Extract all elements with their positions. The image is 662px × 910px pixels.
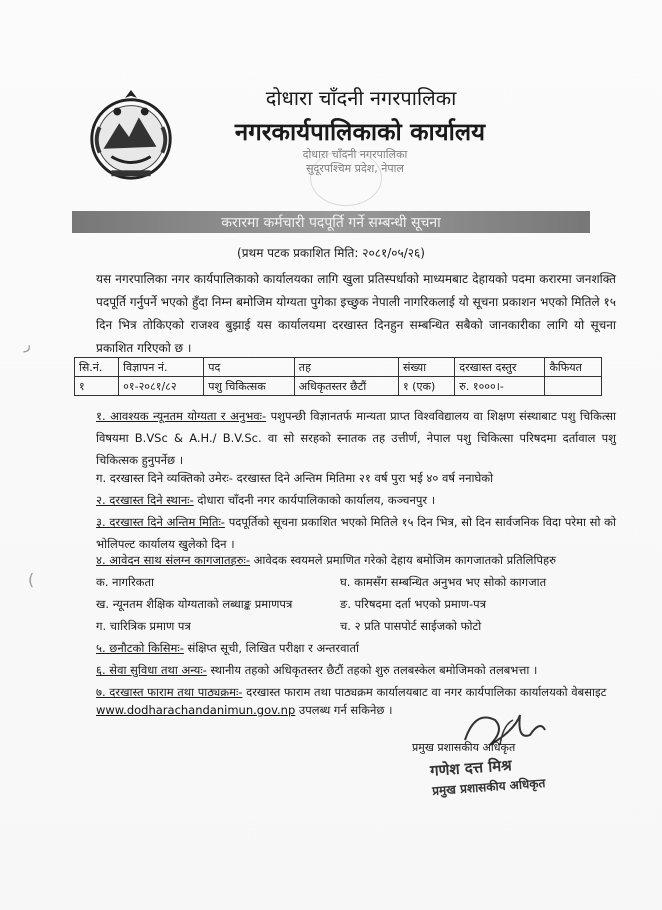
cell-fee: रु. १०००।-: [455, 377, 545, 396]
cell-post: पशु चिकित्सक: [204, 377, 295, 396]
forms-text: दरखास्त फाराम तथा पाठ्यक्रम कार्यालयबाट वा नगर कार्यपालिका कार्यालयको वेबसाइट: [242, 685, 607, 699]
section-qualification: [96, 405, 616, 471]
selection-text: संक्षिप्त सूची, लिखित परीक्षा र अन्तरवार्ता: [183, 641, 359, 655]
cell-count: १ (एक): [398, 377, 454, 396]
doc-character: ग. चारित्रिक प्रमाण पत्र: [96, 619, 191, 633]
col-count: संख्या: [398, 358, 454, 377]
municipality-name: दोधारा चाँदनी नगरपालिका: [265, 86, 457, 110]
website-link[interactable]: www.dodharachandanimun.gov.np: [96, 703, 296, 717]
doc-marksheet: ख. न्यूनतम शैक्षिक योग्यताको लब्धाङ्क प्रमाणपत्र: [96, 597, 293, 611]
qualification-text: पशुपन्छी विज्ञानतर्फ मान्यता प्राप्त विश्वविद्यालय वा शिक्षण संस्थाबाट पशु चिकित्सा विषयमा B.VSc & A.H./ B.V.Sc. वा सो सरहको स्नातक तह उत्तीर्ण, नेपाल पशु चिकित्सा परिषदमा दर्तावाल पशु चिकित्सक हुनुपर्नेछ ।: [96, 409, 617, 467]
vacancy-table: [74, 357, 602, 396]
signatory-name: गणेश दत्त मिश्र: [429, 756, 513, 780]
scan-mark: ر: [24, 337, 31, 353]
doc-experience: घ. कामसँग सम्बन्धित अनुभव भए सोको कागजात: [340, 575, 547, 589]
doc-photo: च. २ प्रति पासपोर्ट साईजको फोटो: [340, 619, 482, 633]
nepal-emblem-icon: [82, 88, 180, 186]
deadline-text: पदपूर्तिको सूचना प्रकाशित भएको मितिले १५ दिन भित्र, सो दिन सार्वजनिक विदा परेमा सो को भोलिपल्ट कार्यालय खुलेको दिन ।: [96, 515, 616, 551]
qualification-label: १. आवश्यक न्यूनतम योग्यता र अनुभवः-: [96, 409, 267, 423]
stamp-ring: [310, 150, 382, 206]
section-place: [96, 489, 616, 511]
col-ad-no: विज्ञापन नं.: [119, 358, 204, 377]
cell-level: अधिकृतस्तर छैटौं: [294, 377, 398, 396]
documents-list-right: [340, 571, 546, 637]
facilities-label: ६. सेवा सुविधा तथा अन्यः-: [96, 663, 207, 677]
section-age: ग. दरखास्त दिने व्यक्तिको उमेरः- दरखास्त दिने अन्तिम मितिमा २१ वर्ष पुरा भई ४० वर्ष ननाघेको: [96, 471, 494, 485]
stamp-line-2: सुदूरपश्चिम प्रदेश, नेपाल: [306, 162, 404, 175]
place-text: दोधारा चाँदनी नगर कार्यपालिकाको कार्यालय, कञ्चनपुर ।: [193, 493, 436, 507]
scan-mark: (: [28, 570, 35, 589]
col-level: तह: [294, 358, 398, 377]
table-row: [75, 377, 602, 396]
publish-date: (प्रथम पटक प्रकाशित मिति: २०८१/०५/२६): [237, 246, 425, 260]
documents-label: ४. आवेदन साथ संलग्न कागजातहरुः-: [96, 553, 250, 567]
col-post: पद: [204, 358, 295, 377]
stamp-line-1: दोधारा चाँदनी नगरपालिका: [302, 148, 408, 161]
forms-label: ७. दरखास्त फाराम तथा पाठ्यक्रमः-: [96, 685, 243, 699]
documents-list-left: [96, 571, 292, 637]
deadline-label: ३. दरखास्त दिने अन्तिम मितिः-: [96, 515, 225, 529]
cell-ad-no: ०१-२०८१/८२: [119, 377, 204, 396]
documents-text: आवेदक स्वयमले प्रमाणित गरेको देहाय बमोजिम कागजातको प्रतिलिपिहरु: [250, 553, 556, 567]
intro-paragraph: यस नगरपालिका नगर कार्यपालिकाको कार्यालयका लागि खुला प्रतिस्पर्धाको माध्यमबाट देहायको पदमा करारमा जनशक्ति पदपूर्ति गर्नुपर्ने भएको हुँदा निम्न बमोजिम योग्यता पुगेका इच्छुक नेपाली नागरिकलाई यो सूचना प्रकाशन भएको मितिले १५ दिन भित्र तोकिएको राजश्व बुझाई यस कार्यालयमा दरखास्त दिनहुन सम्बन्धित सबैको जानकारीका लागि यो सूचना प्रकाशित गरिएको छ ।: [96, 272, 616, 355]
facilities-text: स्थानीय तहको अधिकृतस्तर छैटौं तहको शुरु तलबस्केल बमोजिमको तलबभत्ता ।: [206, 663, 538, 677]
doc-council: ङ. परिषदमा दर्ता भएको प्रमाण-पत्र: [340, 597, 487, 611]
section-documents: [96, 549, 616, 571]
signature-title-top: प्रमुख प्रशासकीय अधिकृत: [412, 741, 516, 754]
place-label: २. दरखास्त दिने स्थानः-: [96, 493, 194, 507]
section-selection: [96, 637, 616, 659]
doc-citizenship: क. नागरिकता: [96, 575, 155, 589]
col-sn: सि.नं.: [75, 358, 119, 377]
cell-sn: १: [75, 377, 119, 396]
section-facilities: [96, 659, 616, 681]
selection-label: ५. छनौटको किसिमः-: [96, 641, 184, 655]
office-stamp: [270, 148, 440, 208]
office-name: नगरकार्यपालिकाको कार्यालय: [234, 118, 486, 146]
col-fee: दरखास्त दस्तुर: [455, 358, 545, 377]
website-suffix: उपलब्ध गर्न सकिनेछ ।: [295, 703, 393, 717]
signatory-designation: प्रमुख प्रशासकीय अधिकृत: [431, 776, 546, 798]
notice-title: करारमा कर्मचारी पदपूर्ति गर्ने सम्बन्धी सूचना: [221, 215, 441, 231]
table-header-row: [75, 358, 602, 377]
cell-remarks: [545, 377, 602, 396]
col-remarks: कैफियत: [545, 358, 602, 377]
